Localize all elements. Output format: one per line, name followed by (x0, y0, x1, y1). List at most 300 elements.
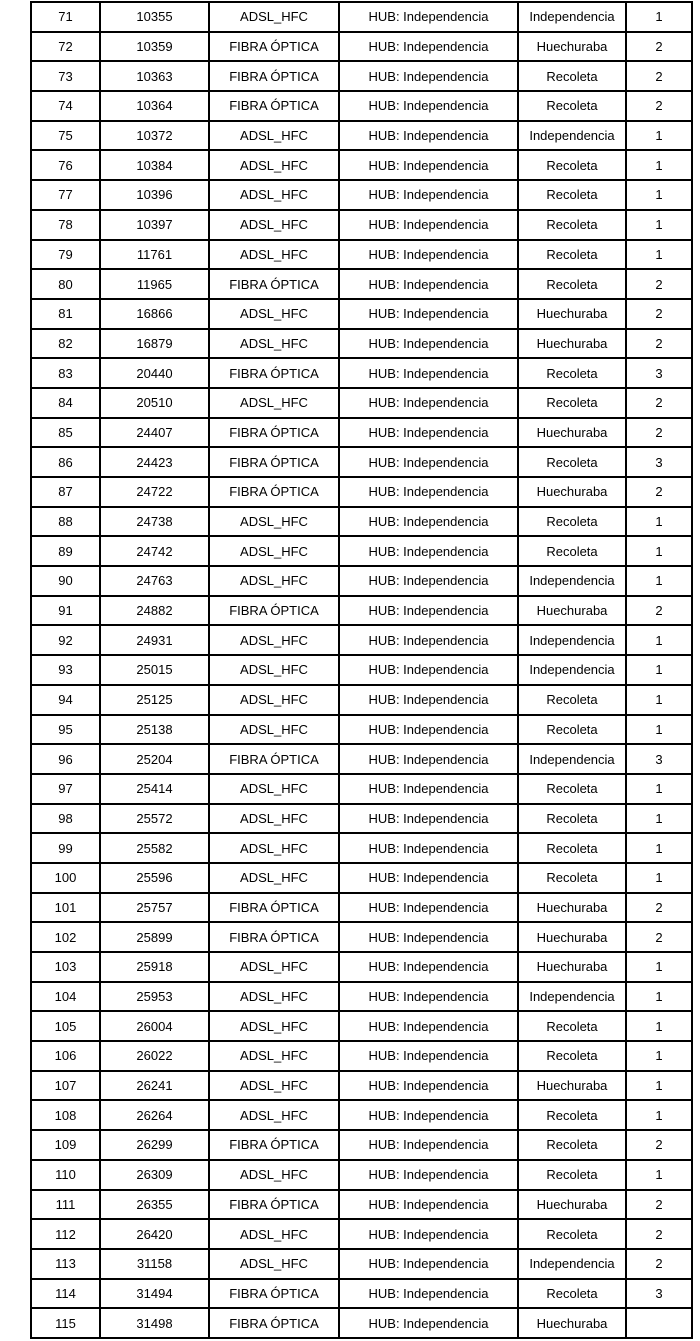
table-cell: 1 (626, 655, 692, 685)
table-cell: HUB: Independencia (339, 715, 518, 745)
table-row (31, 150, 692, 180)
table-cell: 1 (626, 685, 692, 715)
table-cell: 3 (626, 1279, 692, 1309)
table-row (31, 447, 692, 477)
table-cell: ADSL_HFC (209, 804, 339, 834)
table-cell: 24738 (100, 507, 209, 537)
table-row (31, 774, 692, 804)
table-cell: ADSL_HFC (209, 210, 339, 240)
table-cell: 91 (31, 596, 100, 626)
table-cell: ADSL_HFC (209, 982, 339, 1012)
table-row (31, 61, 692, 91)
table-cell: 10384 (100, 150, 209, 180)
table-row (31, 655, 692, 685)
table-cell: 95 (31, 715, 100, 745)
table-cell: HUB: Independencia (339, 121, 518, 151)
table-cell: ADSL_HFC (209, 833, 339, 863)
table-cell: ADSL_HFC (209, 1160, 339, 1190)
table-cell: 20440 (100, 358, 209, 388)
table-cell: Independencia (518, 1249, 626, 1279)
table-cell: 25918 (100, 952, 209, 982)
table-cell: 24882 (100, 596, 209, 626)
table-row (31, 180, 692, 210)
table-row (31, 1130, 692, 1160)
table-cell: 99 (31, 833, 100, 863)
table-cell: HUB: Independencia (339, 744, 518, 774)
table-cell: Recoleta (518, 804, 626, 834)
table-cell: Recoleta (518, 388, 626, 418)
table-cell: 10372 (100, 121, 209, 151)
table-cell: 1 (626, 536, 692, 566)
table-cell: Recoleta (518, 91, 626, 121)
table-cell: Huechuraba (518, 477, 626, 507)
table-cell: HUB: Independencia (339, 210, 518, 240)
table-cell: 110 (31, 1160, 100, 1190)
table-row (31, 329, 692, 359)
table-cell: 1 (626, 1041, 692, 1071)
table-cell: 88 (31, 507, 100, 537)
table-cell: 2 (626, 91, 692, 121)
table-cell: 1 (626, 507, 692, 537)
table-cell: 26420 (100, 1219, 209, 1249)
table-cell: 84 (31, 388, 100, 418)
table-cell: 3 (626, 744, 692, 774)
table-cell: HUB: Independencia (339, 1130, 518, 1160)
table-row (31, 1160, 692, 1190)
table-cell: HUB: Independencia (339, 596, 518, 626)
table-cell: 85 (31, 418, 100, 448)
table-cell: Recoleta (518, 269, 626, 299)
table-cell: HUB: Independencia (339, 952, 518, 982)
table-cell: FIBRA ÓPTICA (209, 269, 339, 299)
table-row (31, 863, 692, 893)
table-row (31, 1219, 692, 1249)
table-cell: 1 (626, 1160, 692, 1190)
table-cell: 102 (31, 922, 100, 952)
table-cell (626, 1308, 692, 1338)
table-cell: HUB: Independencia (339, 1100, 518, 1130)
table-cell: 79 (31, 240, 100, 270)
table-cell: Recoleta (518, 536, 626, 566)
table-row (31, 269, 692, 299)
table-cell: 25204 (100, 744, 209, 774)
table-cell: ADSL_HFC (209, 507, 339, 537)
table-row (31, 1071, 692, 1101)
table-cell: 106 (31, 1041, 100, 1071)
table-cell: HUB: Independencia (339, 1190, 518, 1220)
table-cell: HUB: Independencia (339, 447, 518, 477)
table-row (31, 893, 692, 923)
table-cell: 2 (626, 596, 692, 626)
table-cell: HUB: Independencia (339, 269, 518, 299)
table-row (31, 833, 692, 863)
table-cell: Independencia (518, 566, 626, 596)
table-cell: 1 (626, 952, 692, 982)
table-cell: Recoleta (518, 715, 626, 745)
table-cell: HUB: Independencia (339, 982, 518, 1012)
table-cell: 81 (31, 299, 100, 329)
table-cell: HUB: Independencia (339, 1249, 518, 1279)
table-cell: 25953 (100, 982, 209, 1012)
table-cell: 10359 (100, 32, 209, 62)
table-cell: 105 (31, 1011, 100, 1041)
table-cell: HUB: Independencia (339, 2, 518, 32)
table-cell: Huechuraba (518, 893, 626, 923)
table-row (31, 121, 692, 151)
table-cell: HUB: Independencia (339, 893, 518, 923)
table-row (31, 240, 692, 270)
table-row (31, 596, 692, 626)
table-cell: ADSL_HFC (209, 625, 339, 655)
table-cell: Recoleta (518, 1041, 626, 1071)
table-cell: 86 (31, 447, 100, 477)
table-cell: 25414 (100, 774, 209, 804)
table-cell: 97 (31, 774, 100, 804)
table-cell: 1 (626, 2, 692, 32)
table-cell: 1 (626, 774, 692, 804)
table-cell: HUB: Independencia (339, 150, 518, 180)
table-cell: FIBRA ÓPTICA (209, 1130, 339, 1160)
table-cell: HUB: Independencia (339, 418, 518, 448)
table-row (31, 32, 692, 62)
table-cell: 2 (626, 1130, 692, 1160)
table-cell: ADSL_HFC (209, 299, 339, 329)
table-cell: 1 (626, 180, 692, 210)
table-cell: 72 (31, 32, 100, 62)
table-cell: Huechuraba (518, 418, 626, 448)
table-cell: 24423 (100, 447, 209, 477)
table-cell: ADSL_HFC (209, 566, 339, 596)
table-cell: Huechuraba (518, 1308, 626, 1338)
table-cell: 94 (31, 685, 100, 715)
table-cell: 78 (31, 210, 100, 240)
table-cell: ADSL_HFC (209, 1011, 339, 1041)
table-cell: 10364 (100, 91, 209, 121)
table-cell: 1 (626, 1071, 692, 1101)
table-cell: 1 (626, 625, 692, 655)
table-cell: HUB: Independencia (339, 1041, 518, 1071)
table-cell: 1 (626, 566, 692, 596)
table-cell: 26264 (100, 1100, 209, 1130)
table-cell: ADSL_HFC (209, 863, 339, 893)
table-cell: 76 (31, 150, 100, 180)
table-cell: 26309 (100, 1160, 209, 1190)
table-cell: HUB: Independencia (339, 1160, 518, 1190)
table-cell: Huechuraba (518, 329, 626, 359)
table-row (31, 625, 692, 655)
table-cell: HUB: Independencia (339, 1011, 518, 1041)
table-cell: 25125 (100, 685, 209, 715)
table-cell: HUB: Independencia (339, 507, 518, 537)
table-cell: Independencia (518, 655, 626, 685)
table-cell: 31498 (100, 1308, 209, 1338)
table-cell: ADSL_HFC (209, 1100, 339, 1130)
table-cell: FIBRA ÓPTICA (209, 744, 339, 774)
table-cell: 104 (31, 982, 100, 1012)
table-cell: 1 (626, 715, 692, 745)
table-cell: ADSL_HFC (209, 1249, 339, 1279)
table-cell: 83 (31, 358, 100, 388)
table-cell: 96 (31, 744, 100, 774)
table-cell: 77 (31, 180, 100, 210)
table-cell: Huechuraba (518, 299, 626, 329)
table-cell: ADSL_HFC (209, 1071, 339, 1101)
table-row (31, 536, 692, 566)
table-row (31, 507, 692, 537)
table-cell: HUB: Independencia (339, 1308, 518, 1338)
table-cell: 31494 (100, 1279, 209, 1309)
table-cell: 82 (31, 329, 100, 359)
table-cell: FIBRA ÓPTICA (209, 1190, 339, 1220)
table-cell: 26022 (100, 1041, 209, 1071)
table-row (31, 388, 692, 418)
table-cell: 113 (31, 1249, 100, 1279)
table-cell: 25572 (100, 804, 209, 834)
table-row (31, 715, 692, 745)
table-cell: Recoleta (518, 180, 626, 210)
table-cell: FIBRA ÓPTICA (209, 32, 339, 62)
table-cell: Recoleta (518, 1219, 626, 1249)
table-cell: HUB: Independencia (339, 774, 518, 804)
table-cell: 1 (626, 210, 692, 240)
table-cell: FIBRA ÓPTICA (209, 358, 339, 388)
table-cell: 25138 (100, 715, 209, 745)
table-row (31, 1190, 692, 1220)
table-cell: Recoleta (518, 774, 626, 804)
table-cell: Recoleta (518, 1160, 626, 1190)
table-cell: Recoleta (518, 358, 626, 388)
table-cell: 11761 (100, 240, 209, 270)
table-cell: 1 (626, 982, 692, 1012)
table-cell: 10363 (100, 61, 209, 91)
table-cell: FIBRA ÓPTICA (209, 447, 339, 477)
table-cell: HUB: Independencia (339, 922, 518, 952)
table-cell: ADSL_HFC (209, 655, 339, 685)
table-cell: 80 (31, 269, 100, 299)
table-cell: 25899 (100, 922, 209, 952)
table-cell: HUB: Independencia (339, 804, 518, 834)
table-row (31, 299, 692, 329)
table-cell: 24722 (100, 477, 209, 507)
table-cell: 16879 (100, 329, 209, 359)
table-cell: 1 (626, 121, 692, 151)
table-cell: 1 (626, 804, 692, 834)
table-cell: Recoleta (518, 863, 626, 893)
table-cell: 108 (31, 1100, 100, 1130)
table-row (31, 982, 692, 1012)
table-cell: 73 (31, 61, 100, 91)
table-cell: 24742 (100, 536, 209, 566)
table-cell: 2 (626, 388, 692, 418)
table-cell: 1 (626, 863, 692, 893)
table-cell: Huechuraba (518, 596, 626, 626)
table-cell: 89 (31, 536, 100, 566)
table-cell: 112 (31, 1219, 100, 1249)
table-cell: ADSL_HFC (209, 1219, 339, 1249)
table-row (31, 418, 692, 448)
table-cell: 24931 (100, 625, 209, 655)
table-cell: FIBRA ÓPTICA (209, 596, 339, 626)
table-row (31, 922, 692, 952)
table-cell: ADSL_HFC (209, 2, 339, 32)
table-cell: HUB: Independencia (339, 180, 518, 210)
table-cell: FIBRA ÓPTICA (209, 922, 339, 952)
table-cell: Recoleta (518, 685, 626, 715)
table-cell: 2 (626, 269, 692, 299)
table-cell: Independencia (518, 982, 626, 1012)
table-cell: 25582 (100, 833, 209, 863)
table-cell: HUB: Independencia (339, 685, 518, 715)
table-cell: Independencia (518, 2, 626, 32)
table-cell: ADSL_HFC (209, 150, 339, 180)
table-cell: HUB: Independencia (339, 299, 518, 329)
table-cell: HUB: Independencia (339, 1219, 518, 1249)
table-cell: FIBRA ÓPTICA (209, 61, 339, 91)
table-row (31, 477, 692, 507)
table-cell: Recoleta (518, 507, 626, 537)
table-cell: HUB: Independencia (339, 91, 518, 121)
table-cell: ADSL_HFC (209, 685, 339, 715)
table-cell: 93 (31, 655, 100, 685)
table-cell: 74 (31, 91, 100, 121)
table-cell: 31158 (100, 1249, 209, 1279)
table-row (31, 952, 692, 982)
table-cell: 98 (31, 804, 100, 834)
table-cell: HUB: Independencia (339, 566, 518, 596)
table-cell: FIBRA ÓPTICA (209, 1308, 339, 1338)
table-cell: ADSL_HFC (209, 952, 339, 982)
table-cell: FIBRA ÓPTICA (209, 1279, 339, 1309)
table-cell: Recoleta (518, 1100, 626, 1130)
table-cell: FIBRA ÓPTICA (209, 418, 339, 448)
table-cell: 25015 (100, 655, 209, 685)
table-cell: ADSL_HFC (209, 1041, 339, 1071)
table-cell: HUB: Independencia (339, 833, 518, 863)
table-cell: 115 (31, 1308, 100, 1338)
table-cell: Huechuraba (518, 952, 626, 982)
table-cell: Recoleta (518, 210, 626, 240)
table-cell: Huechuraba (518, 32, 626, 62)
table-cell: 2 (626, 329, 692, 359)
table-cell: 3 (626, 358, 692, 388)
table-cell: 16866 (100, 299, 209, 329)
table-cell: 10355 (100, 2, 209, 32)
table-row (31, 1249, 692, 1279)
table-cell: ADSL_HFC (209, 121, 339, 151)
table-cell: 1 (626, 150, 692, 180)
table-cell: 2 (626, 1219, 692, 1249)
table-cell: 109 (31, 1130, 100, 1160)
table-cell: Huechuraba (518, 1190, 626, 1220)
table-cell: 25596 (100, 863, 209, 893)
table-cell: HUB: Independencia (339, 1071, 518, 1101)
table-cell: Recoleta (518, 240, 626, 270)
table-cell: HUB: Independencia (339, 240, 518, 270)
table-row (31, 1041, 692, 1071)
table-cell: 101 (31, 893, 100, 923)
table-cell: HUB: Independencia (339, 32, 518, 62)
table-cell: 20510 (100, 388, 209, 418)
table-cell: ADSL_HFC (209, 329, 339, 359)
table-cell: HUB: Independencia (339, 863, 518, 893)
table-row (31, 358, 692, 388)
table-row (31, 566, 692, 596)
table-cell: ADSL_HFC (209, 388, 339, 418)
table-cell: 11965 (100, 269, 209, 299)
table-cell: 2 (626, 418, 692, 448)
table-cell: Recoleta (518, 1130, 626, 1160)
table-row (31, 1011, 692, 1041)
table-cell: HUB: Independencia (339, 358, 518, 388)
table-cell: 100 (31, 863, 100, 893)
table-cell: HUB: Independencia (339, 625, 518, 655)
table-cell: Independencia (518, 744, 626, 774)
table-cell: Huechuraba (518, 1071, 626, 1101)
table-row (31, 685, 692, 715)
table-cell: 103 (31, 952, 100, 982)
table-cell: HUB: Independencia (339, 1279, 518, 1309)
table-cell: ADSL_HFC (209, 774, 339, 804)
table-row (31, 804, 692, 834)
table-cell: Independencia (518, 625, 626, 655)
table-cell: 1 (626, 240, 692, 270)
table-body (31, 2, 692, 1338)
table-cell: 2 (626, 299, 692, 329)
table-cell: 25757 (100, 893, 209, 923)
table-cell: 2 (626, 32, 692, 62)
table-cell: Recoleta (518, 447, 626, 477)
table-cell: 24763 (100, 566, 209, 596)
table-cell: Recoleta (518, 61, 626, 91)
table-cell: 2 (626, 922, 692, 952)
table-cell: 26004 (100, 1011, 209, 1041)
table-cell: 87 (31, 477, 100, 507)
service-table (30, 1, 693, 1339)
table-cell: 1 (626, 833, 692, 863)
table-cell: 114 (31, 1279, 100, 1309)
table-cell: ADSL_HFC (209, 180, 339, 210)
table-cell: Independencia (518, 121, 626, 151)
table-cell: Recoleta (518, 833, 626, 863)
table-cell: 1 (626, 1011, 692, 1041)
table-cell: 2 (626, 893, 692, 923)
table-cell: 2 (626, 61, 692, 91)
table-cell: 26299 (100, 1130, 209, 1160)
table-row (31, 91, 692, 121)
table-cell: 2 (626, 477, 692, 507)
table-row (31, 1279, 692, 1309)
table-cell: HUB: Independencia (339, 388, 518, 418)
table-cell: HUB: Independencia (339, 329, 518, 359)
table-cell: Recoleta (518, 150, 626, 180)
table-cell: 24407 (100, 418, 209, 448)
table-cell: 10397 (100, 210, 209, 240)
table-row (31, 2, 692, 32)
table-row (31, 1308, 692, 1338)
table-cell: Recoleta (518, 1011, 626, 1041)
table-cell: ADSL_HFC (209, 536, 339, 566)
table-cell: 111 (31, 1190, 100, 1220)
table-cell: FIBRA ÓPTICA (209, 477, 339, 507)
table-row (31, 1100, 692, 1130)
table-cell: 92 (31, 625, 100, 655)
table-cell: 2 (626, 1249, 692, 1279)
table-cell: FIBRA ÓPTICA (209, 91, 339, 121)
table-cell: HUB: Independencia (339, 61, 518, 91)
table-cell: 107 (31, 1071, 100, 1101)
table-cell: 2 (626, 1190, 692, 1220)
table-cell: ADSL_HFC (209, 240, 339, 270)
